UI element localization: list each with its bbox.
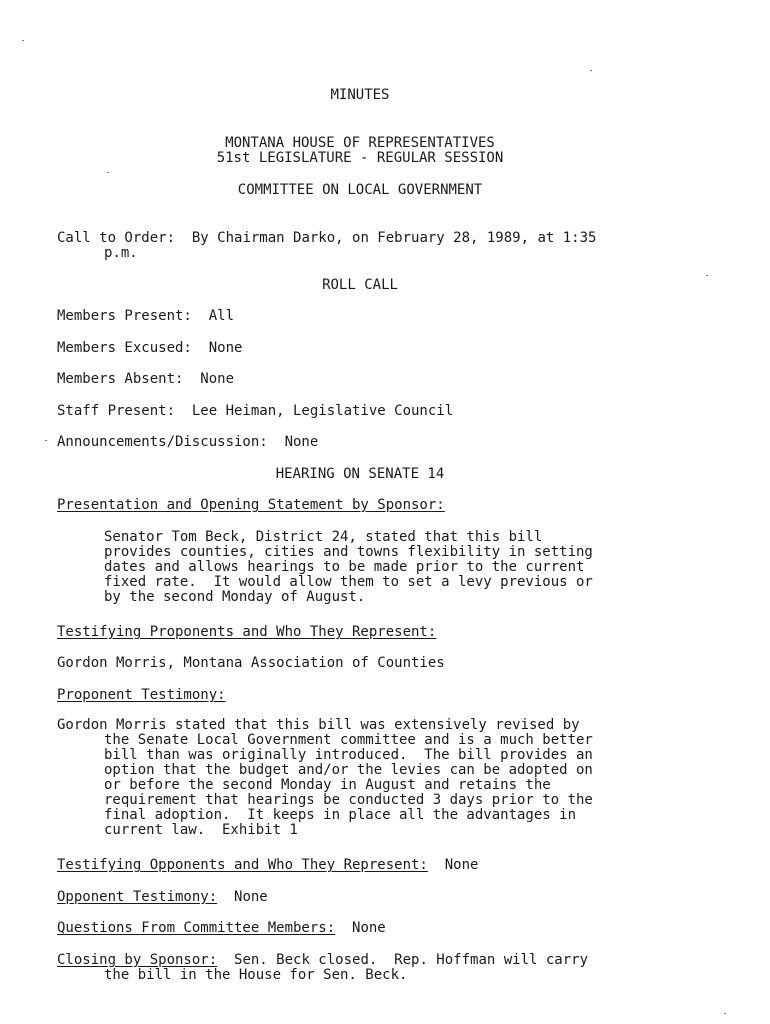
- proponents-list: Gordon Morris, Montana Association of Counties: [57, 655, 445, 671]
- opponent-testimony-value: None: [234, 889, 268, 905]
- staff-present: Staff Present: Lee Heiman, Legislative Council: [57, 403, 454, 419]
- roll-call-heading: ROLL CALL: [322, 277, 398, 293]
- call-to-order: [57, 231, 596, 246]
- members-excused: Members Excused: None: [57, 340, 243, 356]
- proponent-testimony-first-line: Gordon Morris stated that this bill was extensively revised by: [57, 717, 580, 733]
- proponent-testimony-text: the Senate Local Government committee and is a much better bill than was originally introduced. The bill provides an option that the budget and/or the levies can be adopted on or before the second Monday in August and retains the requirement that hearings be conducted 3 days prior to the final adoption. It keeps in place all the advantages in current law. Exhibit 1: [104, 732, 593, 838]
- call-to-order-label: Call to Order:: [57, 230, 176, 246]
- opponent-testimony-row: [57, 890, 268, 905]
- scan-speck: [107, 172, 109, 173]
- house-name: MONTANA HOUSE OF REPRESENTATIVES: [225, 135, 495, 151]
- questions-label: Questions From Committee Members:: [57, 920, 336, 936]
- opponent-testimony-label: Opponent Testimony:: [57, 889, 218, 905]
- presentation-label: Presentation and Opening Statement by Sponsor:: [57, 497, 445, 513]
- committee-name: COMMITTEE ON LOCAL GOVERNMENT: [237, 182, 483, 198]
- scan-speck: [590, 70, 592, 71]
- closing-label: Closing by Sponsor:: [57, 952, 218, 968]
- call-to-order-continuation: p.m.: [104, 245, 138, 261]
- closing-text: Sen. Beck closed. Rep. Hoffman will carry: [234, 952, 589, 968]
- questions-value: None: [352, 920, 386, 936]
- proponents-label: Testifying Proponents and Who They Represent:: [57, 624, 437, 640]
- scan-speck: [724, 1013, 726, 1014]
- opponents-label: Testifying Opponents and Who They Represent:: [57, 857, 428, 873]
- proponent-testimony-label: Proponent Testimony:: [57, 687, 226, 703]
- announcements-discussion: Announcements/Discussion: None: [57, 434, 319, 450]
- legislature-session: 51st LEGISLATURE - REGULAR SESSION: [216, 150, 504, 166]
- opponents-row: [57, 858, 478, 873]
- opponents-value: None: [444, 857, 479, 873]
- closing-continuation: the bill in the House for Sen. Beck.: [104, 967, 408, 983]
- hearing-heading: HEARING ON SENATE 14: [275, 466, 445, 482]
- closing-row: [57, 953, 588, 968]
- members-absent: Members Absent: None: [57, 371, 235, 387]
- presentation-text: Senator Tom Beck, District 24, stated that this bill provides counties, cities and towns flexibility in setting dates and allows hearings to be made prior to the current fixed rate. It would allow them to set a levy previous or by the second Monday of August.: [104, 529, 593, 605]
- scan-speck: [45, 440, 47, 441]
- document-title: MINUTES: [330, 87, 390, 103]
- scan-speck: [22, 40, 24, 41]
- members-present: Members Present: All: [57, 308, 235, 324]
- questions-row: [57, 921, 386, 936]
- scan-speck: [706, 275, 708, 276]
- call-to-order-text: By Chairman Darko, on February 28, 1989, at 1:35: [191, 230, 597, 246]
